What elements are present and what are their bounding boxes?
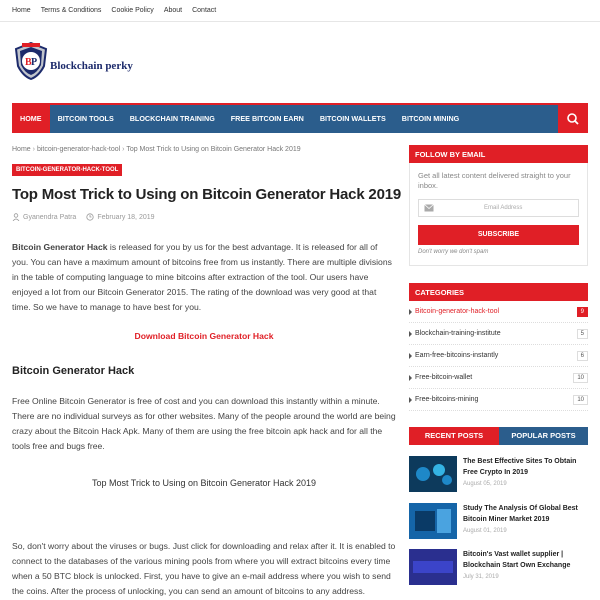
post-thumbnail[interactable] (409, 456, 457, 492)
svg-text:P: P (31, 57, 38, 68)
follow-widget (409, 145, 588, 266)
tab-popular-posts[interactable]: POPULAR POSTS (499, 427, 588, 445)
top-bar (0, 0, 600, 22)
recent-post-title[interactable]: Study The Analysis Of Global Best Bitcoin Miner Market 2019 (463, 505, 578, 523)
logo-badge-icon (14, 42, 48, 80)
categories-widget (409, 283, 588, 411)
breadcrumb-separator: › (122, 146, 125, 153)
recent-post-date: August 01, 2019 (463, 528, 507, 534)
search-button[interactable] (558, 105, 588, 133)
follow-heading: FOLLOW BY EMAIL (409, 145, 588, 163)
breadcrumb-separator: › (32, 146, 35, 153)
posts-tabs (409, 427, 588, 445)
category-name: Bitcoin-generator-hack-tool (415, 308, 500, 315)
category-item[interactable] (409, 345, 588, 367)
tab-recent-posts[interactable]: RECENT POSTS (409, 427, 499, 445)
breadcrumb-current: Top Most Trick to Using on Bitcoin Generator Hack 2019 (126, 146, 301, 153)
svg-text:B: B (25, 57, 32, 68)
category-name: Free-bitcoin-wallet (415, 374, 473, 381)
nav-home[interactable]: HOME (12, 105, 50, 133)
recent-post-title[interactable]: Bitcoin's Vast wallet supplier | Blockchain Start Own Exchange (463, 551, 571, 569)
category-item[interactable] (409, 389, 588, 411)
category-item[interactable] (409, 301, 588, 323)
nav-free-bitcoin-earn[interactable]: FREE BITCOIN EARN (230, 114, 304, 123)
post-date: February 18, 2019 (97, 213, 155, 221)
breadcrumb-category[interactable]: bitcoin-generator-hack-tool (36, 146, 121, 153)
recent-post-title[interactable]: The Best Effective Sites To Obtain Free Crypto In 2019 (463, 458, 577, 476)
paragraph-text: is released for you by us for the best advantage. It is released for all of you. You can have a maximum amount of bitcoins free from us instantly. There are multiple divisions in the table of computing language to mine bitcoins after extraction of the tool. Our users have enjoyed a lot from our Bitcoin Generator 2015. The rating of the download was very good at that time. So we have to manage to have best for you. (12, 242, 392, 312)
breadcrumb (12, 146, 301, 153)
category-count: 5 (577, 329, 588, 339)
user-icon (12, 213, 20, 221)
category-name: Blockchain-training-institute (415, 330, 501, 337)
nav-blockchain-training[interactable]: BLOCKCHAIN TRAINING (129, 114, 215, 123)
topnav-cookie[interactable]: Cookie Policy (111, 7, 154, 14)
keyword-bold: Bitcoin Generator Hack (12, 242, 108, 252)
category-count: 10 (573, 373, 588, 383)
category-count: 6 (577, 351, 588, 361)
category-name: Free-bitcoins-mining (415, 396, 479, 403)
search-icon (558, 105, 588, 133)
topnav-terms[interactable]: Terms & Conditions (40, 7, 102, 14)
nav-bitcoin-wallets[interactable]: BITCOIN WALLETS (319, 114, 386, 123)
email-placeholder: Email Address (484, 205, 523, 211)
page-title: Top Most Trick to Using on Bitcoin Generator Hack 2019 (12, 186, 401, 203)
post-meta (12, 213, 165, 221)
nav-bitcoin-mining[interactable]: BITCOIN MINING (401, 114, 460, 123)
category-item[interactable] (409, 323, 588, 345)
envelope-icon (424, 204, 434, 212)
article-body (12, 240, 396, 600)
site-logo[interactable] (14, 42, 133, 80)
post-thumbnail[interactable] (409, 549, 457, 585)
article-paragraph (12, 240, 396, 315)
category-count: 10 (573, 395, 588, 405)
nav-bitcoin-tools[interactable]: BITCOIN TOOLS (57, 114, 114, 123)
subscribe-button[interactable]: SUBSCRIBE (418, 225, 579, 245)
logo-text: Blockchain perky (50, 60, 133, 72)
follow-text: Get all latest content delivered straight to your inbox. (418, 171, 571, 190)
topnav-home[interactable]: Home (12, 7, 31, 14)
category-count: 9 (577, 307, 588, 317)
topnav-contact[interactable]: Contact (192, 7, 217, 14)
recent-post-date: July 31, 2019 (463, 574, 499, 580)
category-name: Earn-free-bitcoins-instantly (415, 352, 499, 359)
article-image-alt: Top Most Trick to Using on Bitcoin Generator Hack 2019 (91, 478, 317, 488)
breadcrumb-home[interactable]: Home (12, 146, 31, 153)
main-nav (12, 103, 588, 133)
recent-post-item[interactable] (409, 503, 588, 543)
section-heading: Bitcoin Generator Hack (12, 365, 135, 377)
email-field[interactable] (418, 199, 579, 217)
article-paragraph: Free Online Bitcoin Generator is free of cost and you can download this instantly within a minute. There are no individual surveys as for other websites. Many of the people around the world are being crazy about the Bitcoin Hack Apk. Many of them are using the free bitcoin apk hack and for all the tools free and bugs free. (12, 396, 396, 451)
clock-icon (86, 213, 94, 221)
recent-post-date: August 05, 2019 (463, 481, 507, 487)
post-label[interactable]: BITCOIN-GENERATOR-HACK-TOOL (12, 164, 122, 176)
recent-post-item[interactable] (409, 456, 588, 496)
article-paragraph: So, don't worry about the viruses or bugs. Just click for downloading and relax after it. It is enabled to connect to the databases of the various mining pools from where you will extract bitcoins every time when a 50 BTC block is unlocked. First, you have to give an e-mail address where you wish to send the coins. After the process of unlocking, you can send an amount of bitcoins to any address. (12, 541, 396, 596)
spam-note: Don't worry we don't spam (418, 249, 489, 255)
download-link[interactable]: Download Bitcoin Generator Hack (134, 331, 274, 341)
post-author[interactable]: Gyanendra Patra (23, 213, 77, 221)
recent-post-item[interactable] (409, 549, 588, 589)
post-thumbnail[interactable] (409, 503, 457, 539)
category-item[interactable] (409, 367, 588, 389)
topnav-about[interactable]: About (163, 7, 183, 14)
categories-heading: CATEGORIES (409, 283, 588, 301)
